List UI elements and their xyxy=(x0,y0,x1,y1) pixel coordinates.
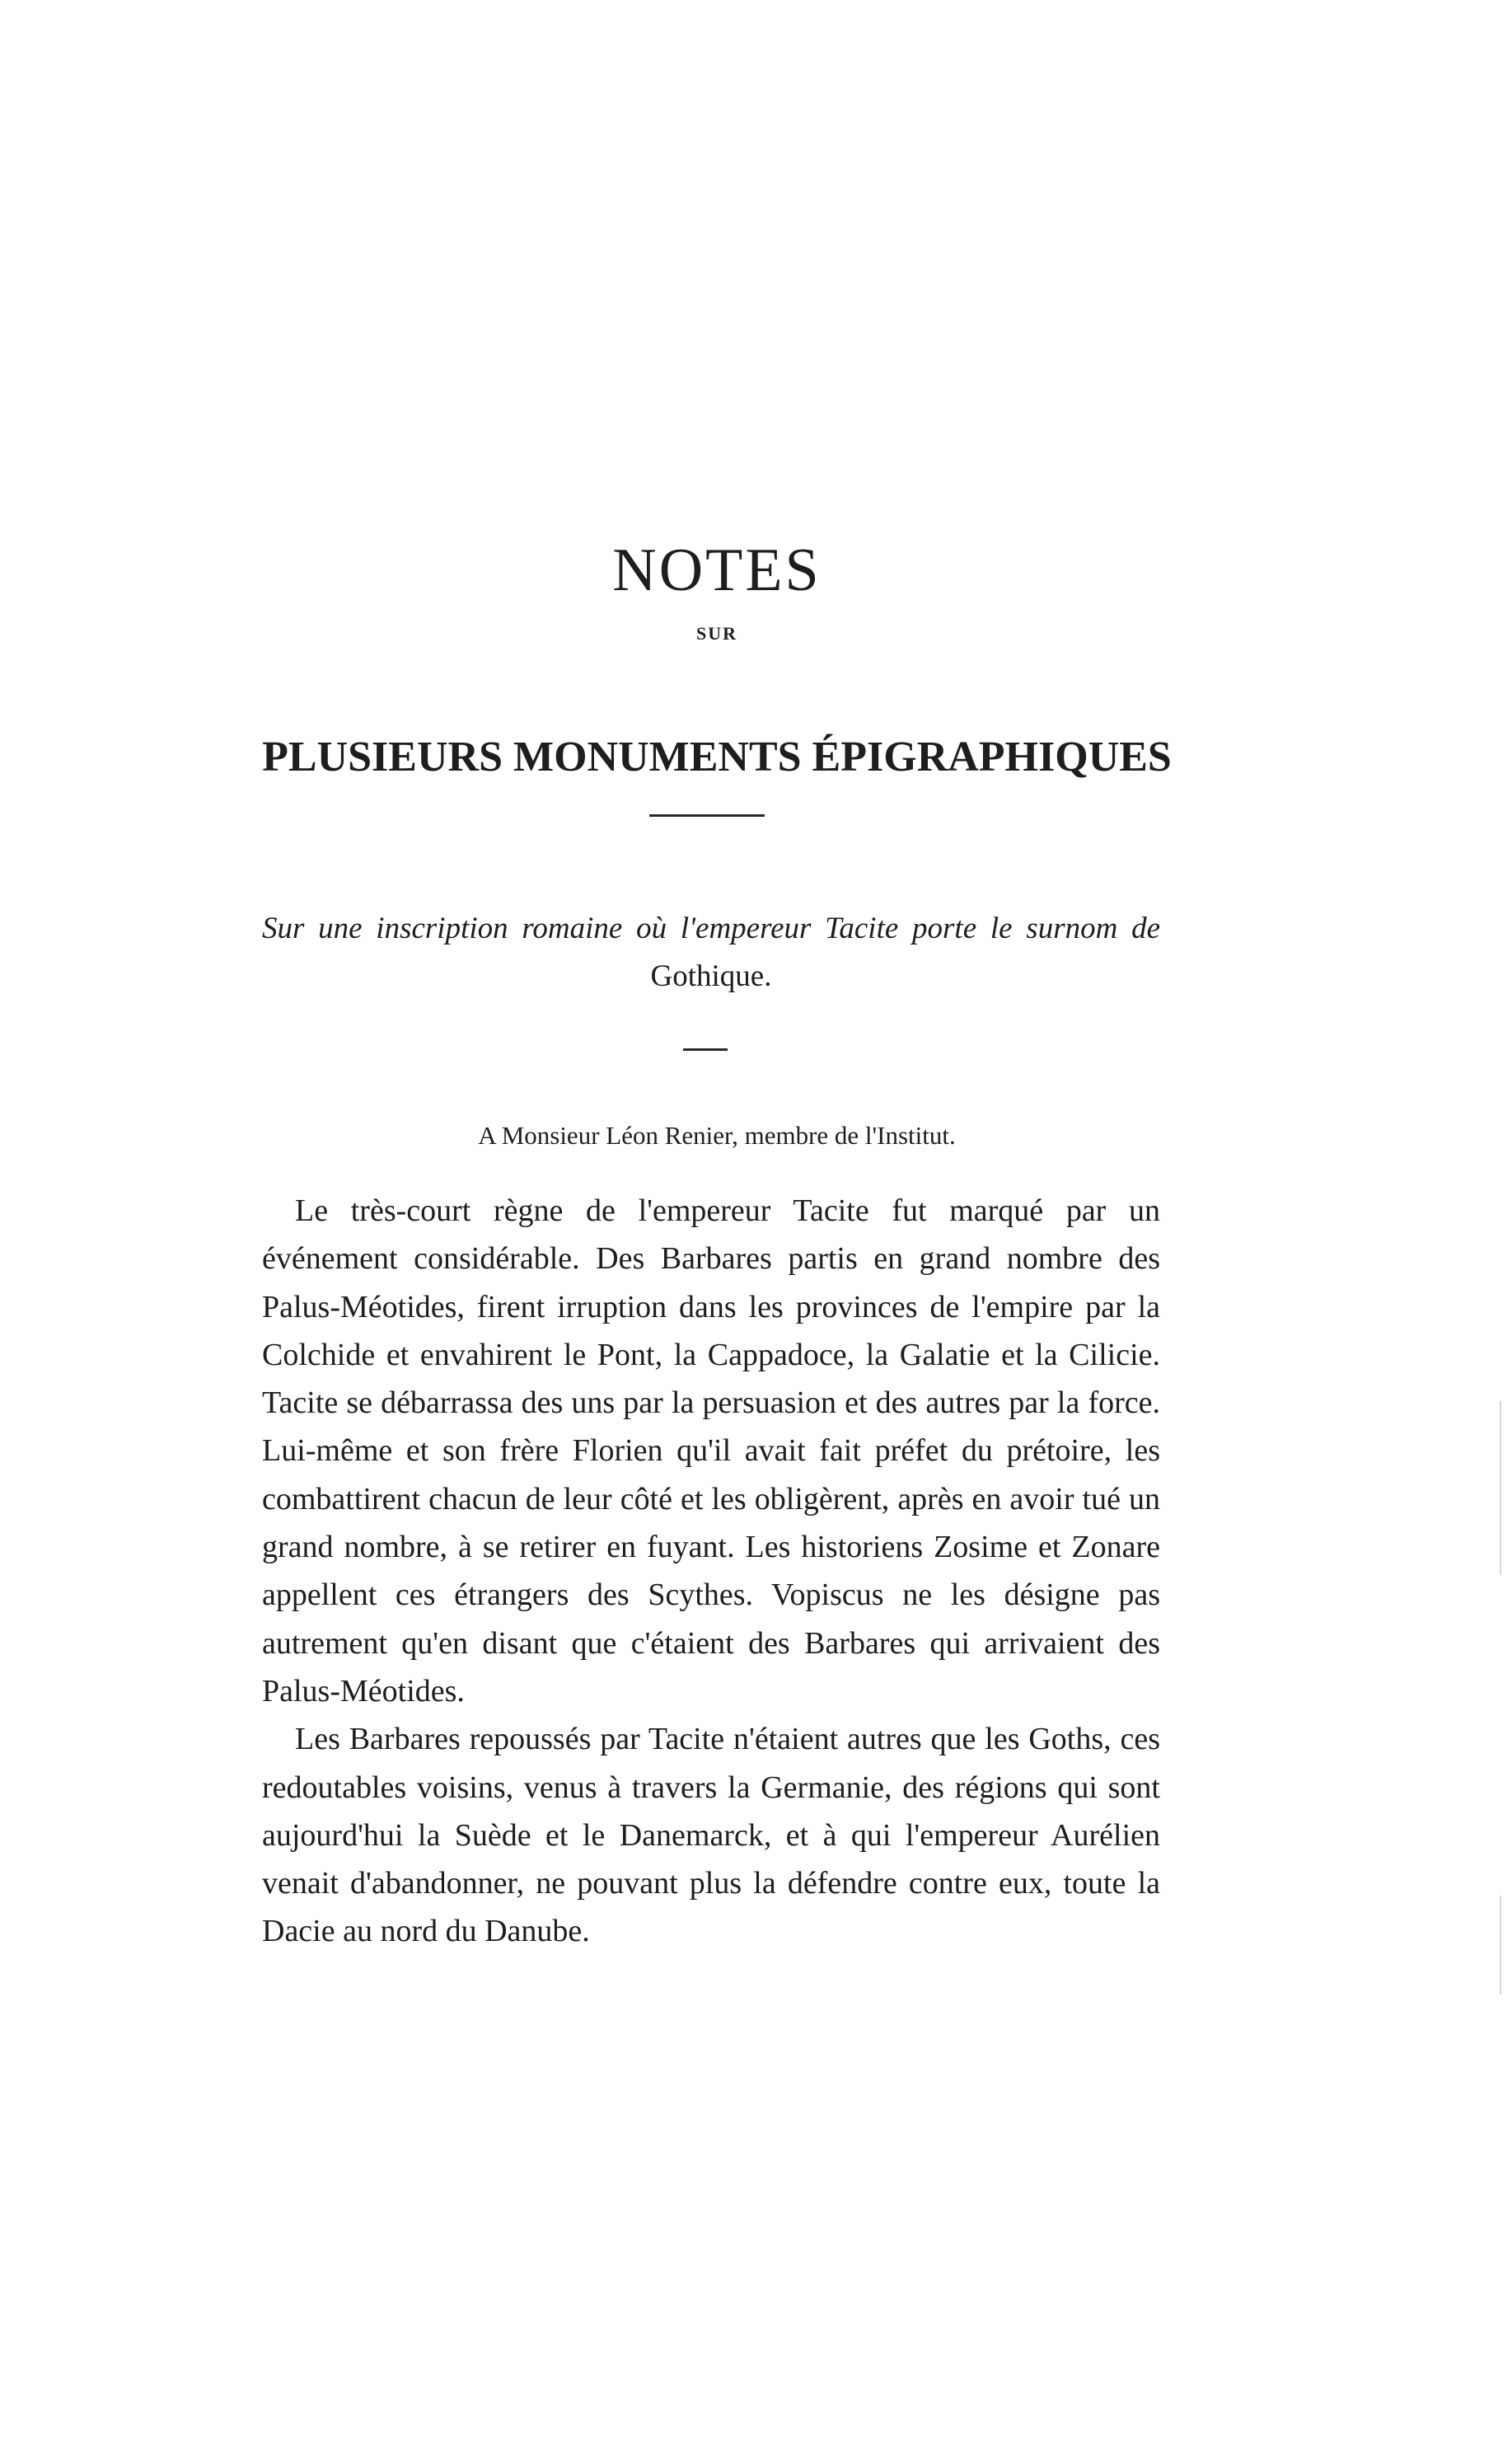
section-divider xyxy=(683,1048,728,1051)
page-edge-mark-lower xyxy=(1500,1896,1501,1995)
section-heading-italic: Sur une inscription romaine où l'empereur Tacite porte le surnom de xyxy=(262,912,1160,945)
body-text xyxy=(262,1187,1160,1956)
paragraph-2: Les Barbares repoussés par Tacite n'étaient autres que les Goths, ces redoutables voisins, venus à travers la Germanie, des régions qui sont aujourd'hui la Suède et le Danemarck, et à qui l'empereur Aurélien venait d'abandonner, ne pouvant plus la défendre contre eux, toute la Dacie au nord du Danube. xyxy=(262,1722,1160,1949)
dedication-line: A Monsieur Léon Renier, membre de l'Institut. xyxy=(478,1121,956,1150)
section-heading-roman: Gothique. xyxy=(650,959,772,993)
page-edge-mark-upper xyxy=(1500,1401,1501,1574)
title-divider xyxy=(649,814,765,817)
page-title: NOTES xyxy=(612,536,822,604)
section-heading xyxy=(262,905,1160,1001)
paragraph-1: Le très-court règne de l'empereur Tacite fut marqué par un événement considérable. Des Barbares partis en grand nombre des Palus-Méotides, firent irruption dans les provinces de l'empire par la Colchide et envahirent le Pont, la Cappadoce, la Galatie et la Cilicie. Tacite se débarrassa des uns par la persuasion et des autres par la force. Lui-même et son frère Florien qu'il avait fait préfet du prétoire, les combattirent chacun de leur côté et les obligèrent, après en avoir tué un grand nombre, à se retirer en fuyant. Les historiens Zosime et Zonare appellent ces étrangers des Scythes. Vopiscus ne les désigne pas autrement qu'en disant que c'étaient des Barbares qui arrivaient des Palus-Méotides. xyxy=(262,1193,1160,1709)
title-connector: SUR xyxy=(695,623,737,644)
page-subtitle: PLUSIEURS MONUMENTS ÉPIGRAPHIQUES xyxy=(262,734,1172,781)
